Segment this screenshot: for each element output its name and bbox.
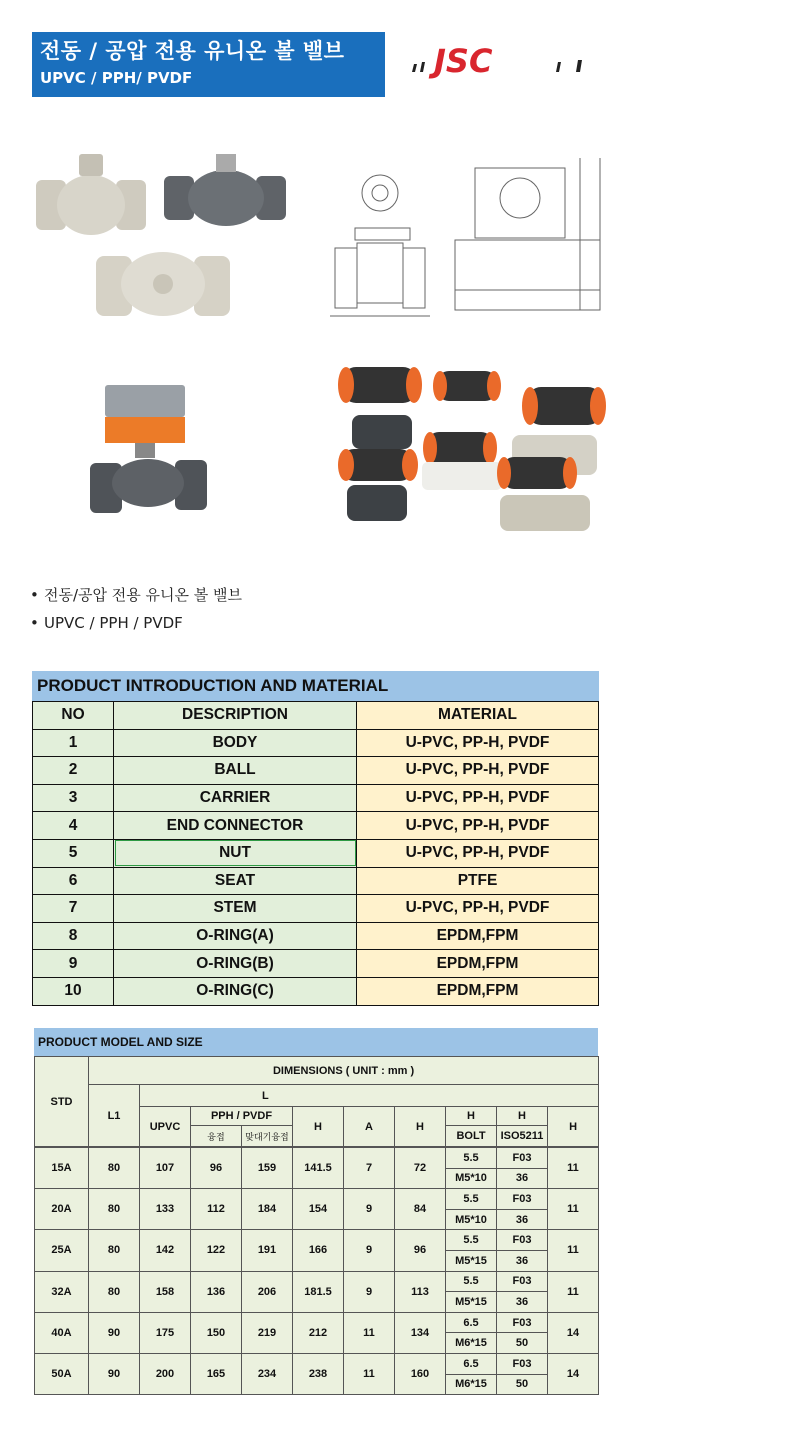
table-cell: 134: [395, 1312, 446, 1353]
table-cell: 11: [548, 1148, 599, 1189]
table-cell: 160: [395, 1353, 446, 1394]
table-cell: 6: [33, 867, 114, 895]
page-subtitle: UPVC / PPH/ PVDF: [40, 69, 193, 87]
pneumatic-actuator-valves-image: [332, 357, 612, 535]
table-row: [33, 784, 599, 812]
column-header: H: [548, 1107, 599, 1147]
table-cell: U-PVC, PP-H, PVDF: [357, 757, 599, 785]
table-cell: 133: [140, 1189, 191, 1230]
table-cell: 175: [140, 1312, 191, 1353]
table-cell: 6.5: [446, 1312, 497, 1333]
table-cell: 234: [242, 1353, 293, 1394]
table-cell: 107: [140, 1148, 191, 1189]
page-title: 전동 / 공압 전용 유니온 볼 밸브: [40, 39, 345, 63]
size-table-body: [35, 1148, 599, 1395]
table-cell: M6*15: [446, 1374, 497, 1395]
table-cell: 5.5: [446, 1230, 497, 1251]
table-cell: 10: [33, 977, 114, 1005]
column-header: H: [395, 1107, 446, 1147]
table-cell: 96: [395, 1230, 446, 1271]
table-row: [33, 950, 599, 978]
column-header: ISO5211: [497, 1126, 548, 1147]
table-cell: 6.5: [446, 1353, 497, 1374]
table-cell: F03: [497, 1148, 548, 1169]
table-cell: 5.5: [446, 1271, 497, 1292]
table-cell: STEM: [114, 895, 357, 923]
table-cell: 80: [89, 1148, 140, 1189]
table-row: [35, 1271, 599, 1292]
table-cell: 15A: [35, 1148, 89, 1189]
table-cell: 25A: [35, 1230, 89, 1271]
column-header: MATERIAL: [357, 702, 599, 730]
table-cell: 184: [242, 1189, 293, 1230]
column-header: L: [140, 1085, 599, 1107]
table-cell: 150: [191, 1312, 242, 1353]
column-header: NO: [33, 702, 114, 730]
table-cell: F03: [497, 1271, 548, 1292]
column-header: DIMENSIONS ( UNIT : mm ): [89, 1057, 599, 1085]
dimension-drawing-image: [325, 148, 615, 328]
table-cell: M5*10: [446, 1168, 497, 1189]
table-row: [33, 895, 599, 923]
table-cell: O-RING(B): [114, 950, 357, 978]
table-cell: F03: [497, 1230, 548, 1251]
table-cell: 5.5: [446, 1148, 497, 1169]
jsc-logo: [408, 40, 593, 80]
column-header: L1: [89, 1085, 140, 1147]
table-header-row: [35, 1057, 599, 1085]
table-cell: 2: [33, 757, 114, 785]
table-cell: PTFE: [357, 867, 599, 895]
table-cell: O-RING(A): [114, 922, 357, 950]
table-cell: 11: [344, 1312, 395, 1353]
table-cell: M5*15: [446, 1292, 497, 1313]
feature-list: [30, 583, 242, 639]
table-header-row: [33, 702, 599, 730]
table-cell: U-PVC, PP-H, PVDF: [357, 839, 599, 867]
table-cell: 14: [548, 1312, 599, 1353]
table-cell: 219: [242, 1312, 293, 1353]
electric-actuator-valve-image: [80, 375, 215, 520]
table-row: [33, 757, 599, 785]
column-header: BOLT: [446, 1126, 497, 1147]
table-cell: U-PVC, PP-H, PVDF: [357, 812, 599, 840]
column-header: STD: [35, 1057, 89, 1147]
table-row: [35, 1353, 599, 1374]
svg-text:JSC: JSC: [434, 42, 493, 80]
table-cell: 11: [548, 1189, 599, 1230]
table-cell: 112: [191, 1189, 242, 1230]
column-header: H: [446, 1107, 497, 1126]
table-header-row: [35, 1085, 599, 1107]
materials-table: [32, 671, 599, 1006]
table-cell: 90: [89, 1312, 140, 1353]
size-table: [34, 1028, 598, 1395]
table-cell: F03: [497, 1189, 548, 1210]
table-row: [35, 1230, 599, 1251]
table-cell: 96: [191, 1148, 242, 1189]
table-cell: BALL: [114, 757, 357, 785]
table-cell: 200: [140, 1353, 191, 1394]
feature-item: • UPVC / PPH / PVDF: [30, 611, 242, 639]
table-cell: 84: [395, 1189, 446, 1230]
table-cell: M5*10: [446, 1209, 497, 1230]
table-cell: 50: [497, 1333, 548, 1354]
column-header: 융접: [191, 1126, 242, 1147]
table-row: [35, 1312, 599, 1333]
table-cell: 36: [497, 1209, 548, 1230]
table-cell: O-RING(C): [114, 977, 357, 1005]
table-cell: 36: [497, 1292, 548, 1313]
column-header: 맞대기융접: [242, 1126, 293, 1147]
table-cell: EPDM,FPM: [357, 950, 599, 978]
table-cell: 14: [548, 1353, 599, 1394]
table-cell: 8: [33, 922, 114, 950]
table-cell: U-PVC, PP-H, PVDF: [357, 895, 599, 923]
table-cell: 80: [89, 1230, 140, 1271]
column-header: PPH / PVDF: [191, 1107, 293, 1126]
table-cell: 40A: [35, 1312, 89, 1353]
table-cell: M5*15: [446, 1250, 497, 1271]
table-cell: 142: [140, 1230, 191, 1271]
materials-table-title: PRODUCT INTRODUCTION AND MATERIAL: [32, 671, 599, 701]
table-cell: 90: [89, 1353, 140, 1394]
table-cell: EPDM,FPM: [357, 922, 599, 950]
table-cell: 9: [344, 1189, 395, 1230]
table-cell: 165: [191, 1353, 242, 1394]
table-cell: 141.5: [293, 1148, 344, 1189]
table-cell: 50: [497, 1374, 548, 1395]
table-cell: 5.5: [446, 1189, 497, 1210]
table-cell: 36: [497, 1168, 548, 1189]
table-cell: 191: [242, 1230, 293, 1271]
table-cell: U-PVC, PP-H, PVDF: [357, 784, 599, 812]
table-row: [33, 977, 599, 1005]
table-cell: 206: [242, 1271, 293, 1312]
table-cell: 11: [548, 1230, 599, 1271]
table-cell: 238: [293, 1353, 344, 1394]
table-cell: 3: [33, 784, 114, 812]
table-cell: 11: [344, 1353, 395, 1394]
table-row: [35, 1148, 599, 1169]
table-cell: 5: [33, 839, 114, 867]
table-cell: 113: [395, 1271, 446, 1312]
table-cell: U-PVC, PP-H, PVDF: [357, 729, 599, 757]
table-cell: 11: [548, 1271, 599, 1312]
table-cell: 1: [33, 729, 114, 757]
table-row: [35, 1189, 599, 1210]
table-cell: 212: [293, 1312, 344, 1353]
table-cell: M6*15: [446, 1333, 497, 1354]
table-cell: END CONNECTOR: [114, 812, 357, 840]
column-header: H: [293, 1107, 344, 1147]
table-cell: 166: [293, 1230, 344, 1271]
table-cell: 159: [242, 1148, 293, 1189]
table-cell: 50A: [35, 1353, 89, 1394]
table-cell: 4: [33, 812, 114, 840]
table-row: [33, 922, 599, 950]
table-cell: 80: [89, 1189, 140, 1230]
table-cell: F03: [497, 1312, 548, 1333]
table-cell: EPDM,FPM: [357, 977, 599, 1005]
table-cell: 80: [89, 1271, 140, 1312]
table-cell: BODY: [114, 729, 357, 757]
feature-item: • 전동/공압 전용 유니온 볼 밸브: [30, 583, 242, 611]
table-cell: 9: [33, 950, 114, 978]
table-row: [33, 812, 599, 840]
table-cell: SEAT: [114, 867, 357, 895]
table-cell: 72: [395, 1148, 446, 1189]
table-cell: 158: [140, 1271, 191, 1312]
table-cell: 9: [344, 1230, 395, 1271]
table-cell: 154: [293, 1189, 344, 1230]
table-row: [33, 729, 599, 757]
column-header: H: [497, 1107, 548, 1126]
table-cell: 136: [191, 1271, 242, 1312]
table-cell: CARRIER: [114, 784, 357, 812]
table-cell: 181.5: [293, 1271, 344, 1312]
table-cell: 7: [344, 1148, 395, 1189]
table-cell: 36: [497, 1250, 548, 1271]
table-cell: 32A: [35, 1271, 89, 1312]
title-banner: [32, 32, 385, 97]
table-cell: F03: [497, 1353, 548, 1374]
table-cell: 7: [33, 895, 114, 923]
table-cell: 122: [191, 1230, 242, 1271]
selected-table-cell[interactable]: NUT: [114, 839, 357, 867]
table-cell: 20A: [35, 1189, 89, 1230]
table-cell: 9: [344, 1271, 395, 1312]
valve-bodies-image: [30, 150, 288, 335]
table-row: [33, 839, 599, 867]
column-header: A: [344, 1107, 395, 1147]
size-table-title: PRODUCT MODEL AND SIZE: [34, 1028, 598, 1056]
column-header: DESCRIPTION: [114, 702, 357, 730]
column-header: UPVC: [140, 1107, 191, 1147]
table-row: [33, 867, 599, 895]
